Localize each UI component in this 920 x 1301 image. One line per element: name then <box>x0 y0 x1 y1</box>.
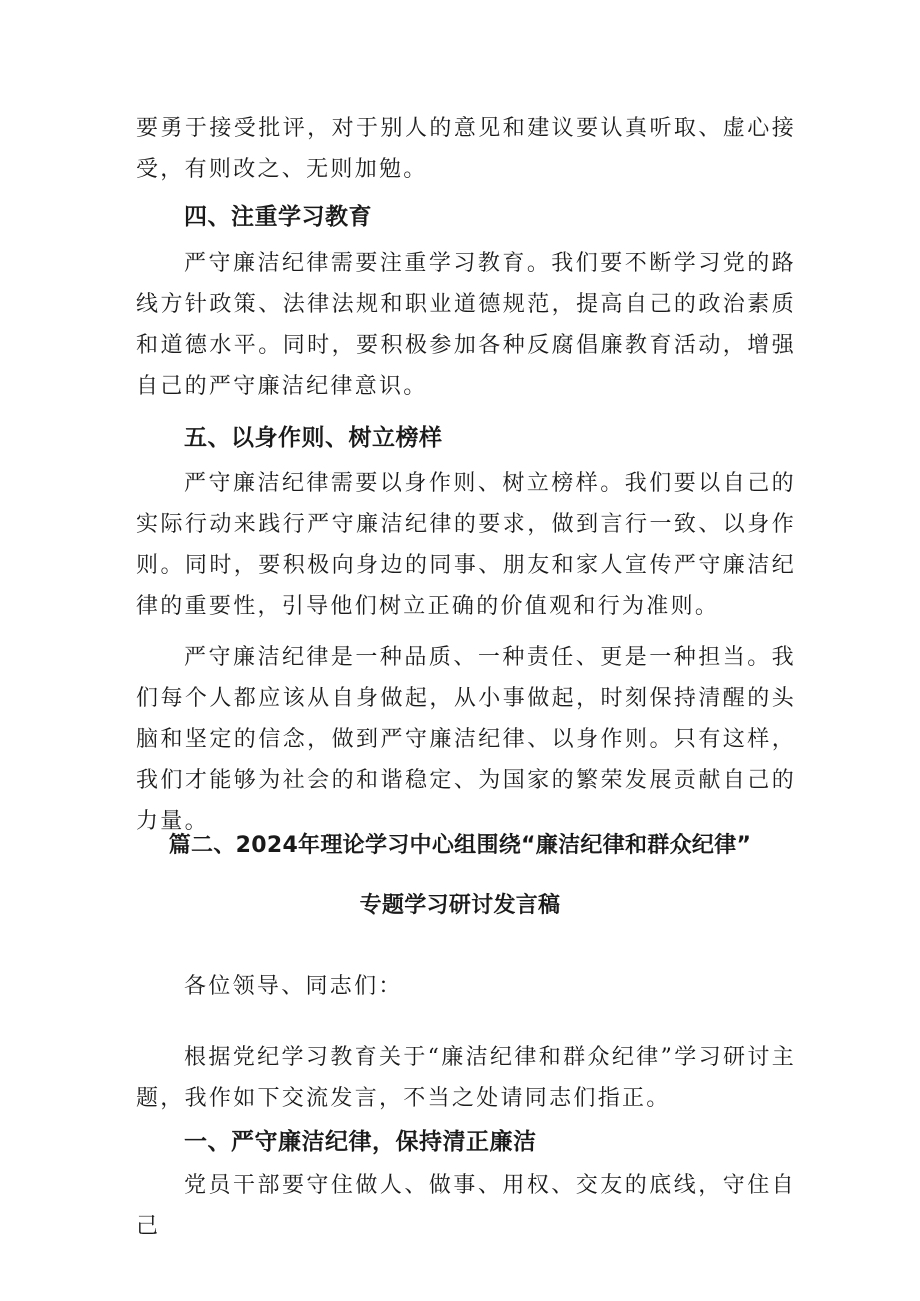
paragraph-bottom-line: 党员干部要守住做人、做事、用权、交友的底线，守住自己 <box>136 1173 796 1239</box>
salutation: 各位领导、同志们： <box>184 974 403 999</box>
paragraph-lead-by-example: 严守廉洁纪律需要以身作则、树立榜样。我们要以自己的实际行动来践行严守廉洁纪律的要求，做到言行一致、以身作则。同时，要积极向身边的同事、朋友和家人宣传严守廉洁纪律的重要性，引导他们树立正确的价值观和行为准则。 <box>136 471 796 619</box>
article-title-line2: 专题学习研讨发言稿 <box>359 893 561 918</box>
paragraph-criticism: 要勇于接受批评，对于别人的意见和建议要认真听取、虚心接受，有则改之、无则加勉。 <box>136 116 796 182</box>
paragraph-intro: 根据党纪学习教育关于“廉洁纪律和群众纪律”学习研讨主题，我作如下交流发言，不当之处请同志们指正。 <box>136 1045 796 1111</box>
paragraph-study-education: 严守廉洁纪律需要注重学习教育。我们要不断学习党的路线方针政策、法律法规和职业道德规范，提高自己的政治素质和道德水平。同时，要积极参加各种反腐倡廉教育活动，增强自己的严守廉洁纪律意识。 <box>136 251 796 399</box>
article-title-line1: 篇二、2024年理论学习中心组围绕“廉洁纪律和群众纪律” <box>168 833 752 858</box>
section-heading-study-education: 四、注重学习教育 <box>184 204 372 230</box>
paragraph-conclusion: 严守廉洁纪律是一种品质、一种责任、更是一种担当。我们每个人都应该从自身做起，从小事做起，时刻保持清醒的头脑和坚定的信念，做到严守廉洁纪律、以身作则。只有这样，我们才能够为社会的和谐稳定、为国家的繁荣发展贡献自己的力量。 <box>136 645 796 834</box>
section-heading-integrity-discipline: 一、严守廉洁纪律，保持清正廉洁 <box>184 1129 537 1155</box>
section-heading-lead-by-example: 五、以身作则、树立榜样 <box>184 425 443 451</box>
